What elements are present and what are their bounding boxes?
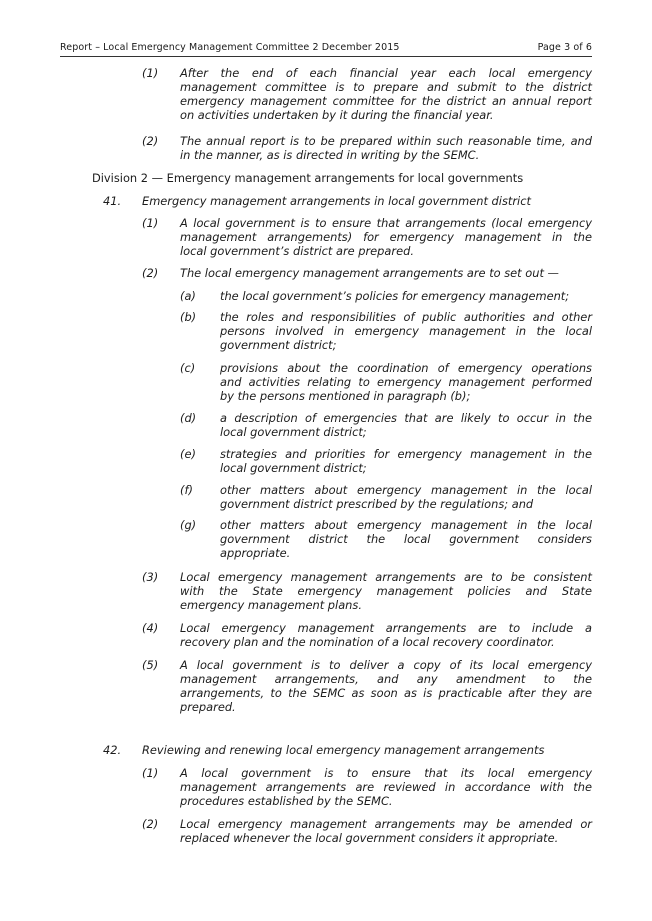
text-line: management arrangements are reviewed in accordance with the <box>180 780 592 794</box>
subsection-label: (2) <box>142 134 159 148</box>
paragraph-label: (e) <box>180 447 196 461</box>
text-line: in the manner, as is directed in writing by the SEMC. <box>180 148 480 162</box>
text-line: other matters about emergency management in the local <box>220 483 592 497</box>
text-line: recovery plan and the nomination of a local recovery coordinator. <box>180 635 555 649</box>
subsection-label: (2) <box>142 817 159 831</box>
text-line: government district the local government considers <box>220 532 592 546</box>
text-line: management arrangements, and any amendment to the <box>180 672 592 686</box>
paragraph-label: (a) <box>180 289 196 303</box>
text-line: The local emergency management arrangements are to set out — <box>180 266 559 280</box>
paragraph-label: (b) <box>180 310 197 324</box>
text-line: Local emergency management arrangements may be amended or <box>180 817 592 831</box>
text-line: After the end of each financial year each local emergency <box>180 66 592 80</box>
text-line: management arrangements) for emergency management in the <box>180 230 592 244</box>
text-line: a description of emergencies that are likely to occur in the <box>220 411 592 425</box>
text-line: A local government is to deliver a copy of its local emergency <box>180 658 592 672</box>
text-line: local government district; <box>220 425 367 439</box>
paragraph-label: (d) <box>180 411 197 425</box>
text-line: arrangements, to the SEMC as soon as is practicable after they are <box>180 686 592 700</box>
text-line: emergency management plans. <box>180 598 362 612</box>
text-line: strategies and priorities for emergency management in the <box>220 447 592 461</box>
text-line: on activities undertaken by it during the financial year. <box>180 108 494 122</box>
text-line: A local government is to ensure that arrangements (local emergency <box>180 216 592 230</box>
section-heading: Reviewing and renewing local emergency management arrangements <box>142 743 545 757</box>
text-line: Local emergency management arrangements are to be consistent <box>180 570 592 584</box>
text-line: with the State emergency management policies and State <box>180 584 592 598</box>
text-line: replaced whenever the local government considers it appropriate. <box>180 831 559 845</box>
text-line: the local government’s policies for emergency management; <box>220 289 570 303</box>
subsection-label: (4) <box>142 621 159 635</box>
section-heading: Emergency management arrangements in local government district <box>142 194 531 208</box>
text-line: local government district; <box>220 461 367 475</box>
subsection-label: (3) <box>142 570 159 584</box>
text-line: provisions about the coordination of emergency operations <box>220 361 592 375</box>
text-line: A local government is to ensure that its local emergency <box>180 766 592 780</box>
text-line: procedures established by the SEMC. <box>180 794 393 808</box>
text-line: prepared. <box>180 700 236 714</box>
text-line: emergency management committee for the district an annual report <box>180 94 592 108</box>
text-line: The annual report is to be prepared within such reasonable time, and <box>180 134 592 148</box>
text-line: the roles and responsibilities of public authorities and other <box>220 310 592 324</box>
section-number: 42. <box>103 743 122 757</box>
subsection-label: (1) <box>142 216 159 230</box>
text-line: local government’s district are prepared. <box>180 244 414 258</box>
subsection-label: (1) <box>142 66 159 80</box>
text-line: other matters about emergency management in the local <box>220 518 592 532</box>
page-number: Page 3 of 6 <box>537 42 592 53</box>
paragraph-label: (c) <box>180 361 196 375</box>
division-heading: Division 2 — Emergency management arrangements for local governments <box>92 171 524 185</box>
text-line: Local emergency management arrangements are to include a <box>180 621 592 635</box>
subsection-label: (1) <box>142 766 159 780</box>
text-line: appropriate. <box>220 546 291 560</box>
text-line: by the persons mentioned in paragraph (b); <box>220 389 471 403</box>
subsection-label: (5) <box>142 658 159 672</box>
page-header <box>60 42 592 56</box>
text-line: government district; <box>220 338 337 352</box>
header-rule <box>60 56 592 57</box>
subsection-label: (2) <box>142 266 159 280</box>
text-line: management committee is to prepare and submit to the district <box>180 80 592 94</box>
paragraph-label: (f) <box>180 483 193 497</box>
text-line: persons involved in emergency management in the local <box>220 324 592 338</box>
paragraph-label: (g) <box>180 518 197 532</box>
header-title: Report – Local Emergency Management Committee 2 December 2015 <box>60 42 400 53</box>
text-line: and activities relating to emergency management performed <box>220 375 592 389</box>
text-line: government district prescribed by the regulations; and <box>220 497 534 511</box>
section-number: 41. <box>103 194 122 208</box>
